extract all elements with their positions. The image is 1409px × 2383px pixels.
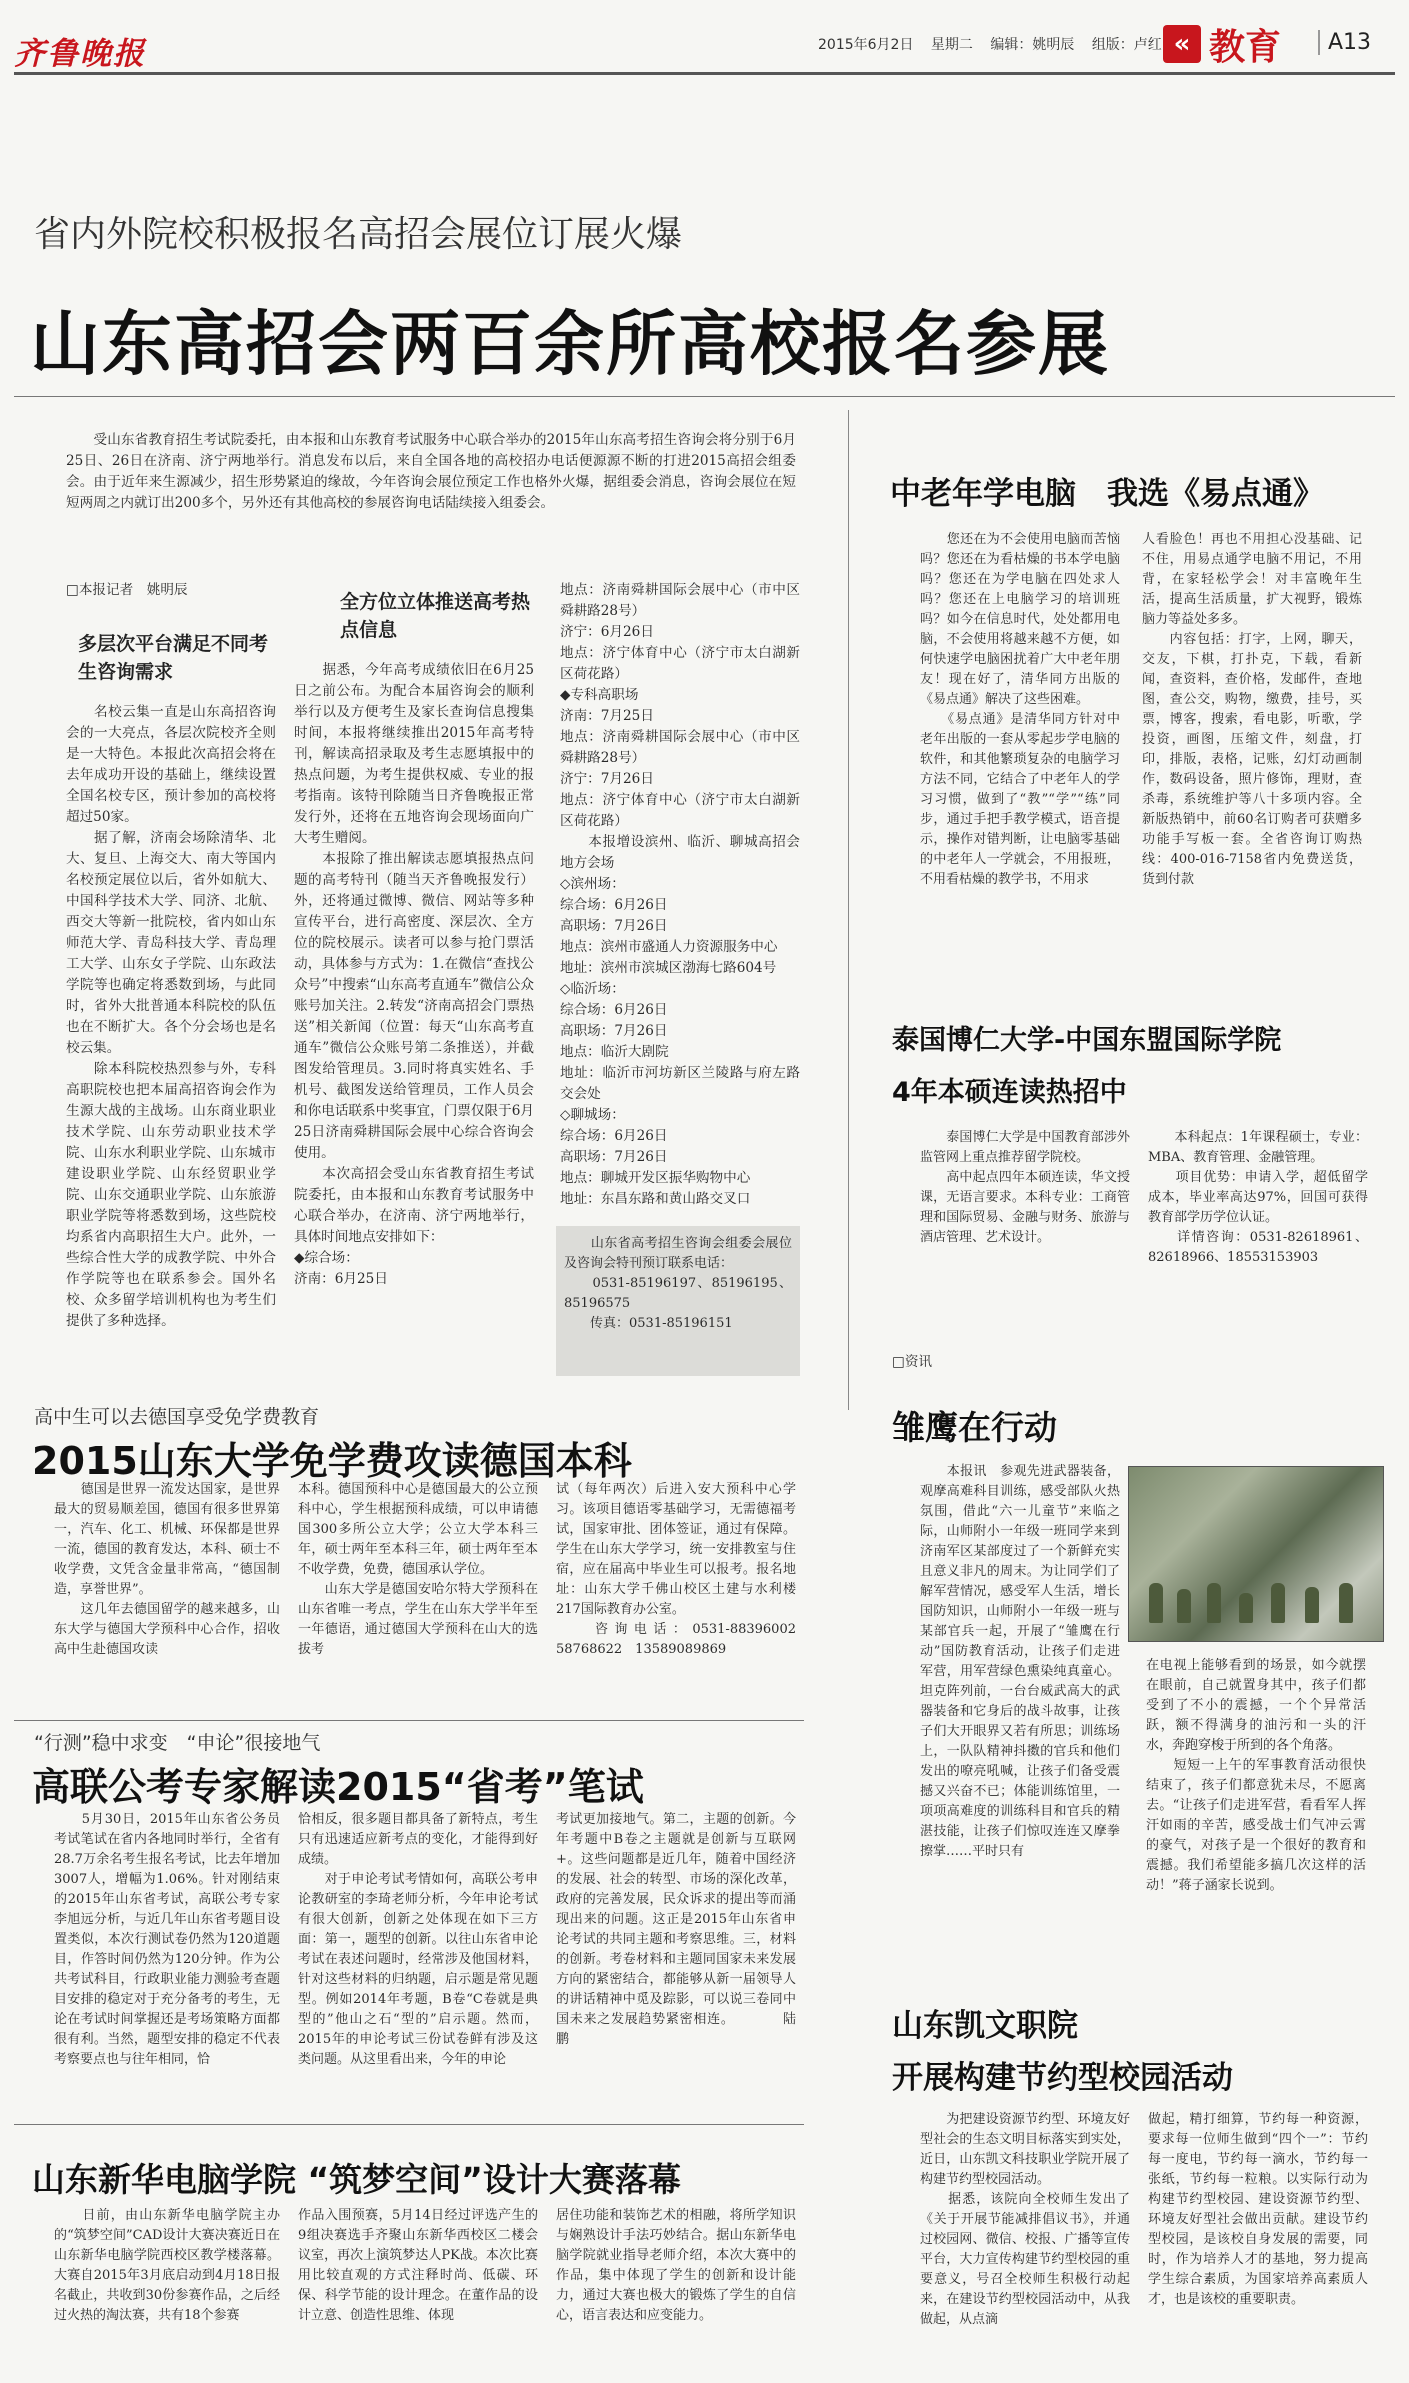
thai-column-1: 泰国博仁大学是中国教育部涉外监管网上重点推荐留学院校。 高中起点四年本硕连读，华文授课，无语言要求。本科专业：工商管理和国际贸易、金融与财务、旅游与酒店管理、艺术设计。 bbox=[920, 1130, 1130, 1245]
lead-kicker: 省内外院校积极报名高招会展位订展火爆 bbox=[34, 214, 683, 255]
masthead-logo: 齐鲁晚报 bbox=[14, 36, 146, 72]
section-rule bbox=[14, 1720, 804, 1721]
eagle-title: 雏鹰在行动 bbox=[892, 1408, 1057, 1447]
page-number: A13 bbox=[1318, 30, 1371, 55]
section-tab bbox=[1163, 18, 1333, 70]
column-divider bbox=[848, 410, 849, 1410]
lead-column-2: 据悉，今年高考成绩依旧在6月25日之前公布。为配合本届咨询会的顺利举行以及方便考生及家长查询信息搜集时间，本报将继续推出2015年高考特刊，解读高招录取及考生志愿填报中的热点问题，为考生提供权威、专业的报考指南。该特刊除随当日齐鲁晚报正常发行外，还将在五地咨询会现场面向广大考生赠阅。 本报除了推出解读志愿填报热点问题的高考特刊（随当天齐鲁晚报发行）外，还将通过微博、微信、网站等多种宣传平台，进行高密度、深层次、全方位的院校展示。读者可以参与抢门票活动，具体参与方式为：1.在微信“查找公众号”中搜索“山东高考直通车”微信公众账号加关注。2.转发“济南高招会门票热送”相关新闻（位置：每天“山东高考直通车”微信公众账号第二条推送），并截图发给管理员。3.同时将真实姓名、手机号、截图发送给管理员，工作人员会和你电话联系中奖事宜，门票仅限于6月25日济南舜耕国际会展中心综合咨询会使用。 本次高招会受山东省教育招生考试院委托，由本报和山东教育考试服务中心联合举办，在济南、济宁两地举行，具体时间地点安排如下： ◆综合场： 济南：6月25日 bbox=[294, 662, 534, 1287]
lead-title: 山东高招会两百余所高校报名参展 bbox=[30, 303, 1110, 385]
layout-credit: 组版：卢红 bbox=[1091, 37, 1162, 53]
section-name: 教育 bbox=[1209, 26, 1282, 68]
exam-title: 高联公考专家解读2015“省考”笔试 bbox=[32, 1765, 644, 1809]
lead-subhead-2: 全方位立体推送高考热点信息 bbox=[340, 591, 531, 641]
xinhua-column-3: 居住功能和装饰艺术的相融，将所学知识与娴熟设计手法巧妙结合。据山东新华电脑学院就业指导老师介绍，本次大赛中的作品，集中体现了学生的创新和设计能力，通过大赛也极大的锻炼了学生的自信心，语言表达和应变能力。 bbox=[556, 2208, 796, 2323]
news-tag: □资讯 bbox=[892, 1354, 933, 1370]
lead-subhead-1: 多层次平台满足不同考生咨询需求 bbox=[78, 633, 269, 683]
german-title: 2015山东大学免学费攻读德国本科 bbox=[32, 1439, 632, 1483]
issue-weekday: 星期二 bbox=[930, 37, 973, 53]
exam-kicker: “行测”稳中求变 “申论”很接地气 bbox=[34, 1732, 321, 1754]
computer-ad-column-2: 人看脸色！再也不用担心没基础、记不住，用易点通学电脑不用记，不用背，在家轻松学会！对丰富晚年生活，提高生活质量，扩大视野，锻炼脑力等益处多多。 内容包括：打字，上网，聊天，交友，下棋，打扑克，下载，看新闻，查资料，查价格，发邮件，查地图，查公交，购物，缴费，挂号，买票，博客，搜索，看电影，听歌，学投资，画图，压缩文件，刻盘，打印，排版，表格，记账，幻灯动画制作，数码设备，照片修饰，理财，查杀毒，系统维护等八十多项内容。全新版热销中，前60名订购者可获赠多功能手写板一套。全省咨询订购热线：400-016-7158省内免费送货，货到付款 bbox=[1142, 532, 1362, 887]
editor-credit: 编辑：姚明辰 bbox=[990, 37, 1075, 53]
lead-column-3: 地点：济南舜耕国际会展中心（市中区舜耕路28号） 济宁：6月26日 地点：济宁体育中心（济宁市太白湖新区荷花路） ◆专科高职场 济南：7月25日 地点：济南舜耕国际会展中心（市中区舜耕路28号） 济宁：7月26日 地点：济宁体育中心（济宁市太白湖新区荷花路） 本报增设滨州、临沂、聊城高招会地方会场 ◇滨州场： 综合场：6月26日 高职场：7月26日 地点：滨州市盛通人力资源服务中心 地址：滨州市滨城区渤海七路604号 ◇临沂场： 综合场：6月26日 高职场：7月26日 地点：临沂大剧院 地址：临沂市河坊新区兰陵路与府左路交会处 ◇聊城场： 综合场：6月26日 高职场：7月26日 地点：聊城开发区振华购物中心 地址：东昌东路和黄山路交叉口 bbox=[560, 582, 800, 1207]
kaiwen-title-2: 开展构建节约型校园活动 bbox=[892, 2060, 1233, 2096]
german-kicker: 高中生可以去德国享受免学费教育 bbox=[34, 1406, 320, 1428]
lead-byline: □本报记者 姚明辰 bbox=[66, 582, 188, 598]
german-column-3: 试（每年两次）后进入安大预科中心学习。该项目德语零基础学习，无需德福考试，国家审批、团体签证，通过有保障。学生在山东大学学习，统一安排教室与住宿，应在届高中毕业生可以报考。报名地址：山东大学千佛山校区土建与水利楼217国际教育办公室。 咨询电话：0531-88396002 58768622 13589089869 bbox=[556, 1482, 796, 1657]
computer-ad-column-1: 您还在为不会使用电脑而苦恼吗？您还在为看枯燥的书本学电脑吗？您还在为学电脑在四处求人吗？您还在上电脑学习的培训班吗？如今在信息时代，处处都用电脑，不会使用将越来越不方便，如何快速学电脑困扰着广大中老年朋友！现在好了，清华同方出版的《易点通》解决了这些困难。 《易点通》是清华同方针对中老年出版的一套从零起步学电脑的软件，和其他繁琐复杂的电脑学习方法不同，它结合了中老年人的学习习惯，做到了“教”“学”“练”同步，通过手把手教学模式，语音提示，操作对错判断，让电脑零基础的中老年人一学就会，不用报班，不用看枯燥的教学书，不用求 bbox=[920, 532, 1120, 887]
exam-column-1: 5月30日，2015年山东省公务员考试笔试在省内各地同时举行，全省有28.7万余名考生报名考试，比去年增加3007人，增幅为1.06%。针对刚结束的2015年山东省考试，高联公考专家李旭远分析，与近几年山东省考题目设置类似，本次行测试卷仍然为120道题目，作答时间仍然为120分钟。作为公共考试科目，行政职业能力测验考查题目安排的稳定对于充分备考的考生，无论在考试时间掌握还是考场策略方面都很有利。当然，题型安排的稳定不代表考察要点也与往年相同，恰 bbox=[54, 1812, 280, 2067]
header-meta bbox=[818, 34, 1175, 54]
lead-rule bbox=[14, 396, 1395, 397]
xinhua-title: 山东新华电脑学院 “筑梦空间”设计大赛落幕 bbox=[32, 2160, 681, 2199]
eagle-column-2: 在电视上能够看到的场景，如今就摆在眼前，自己就置身其中，孩子们都受到了不小的震撼，一个个异常活跃，额不得满身的油污和一头的汗水，奔跑穿梭于所到的各个角落。 短短一上午的军事教育活动很快结束了，孩子们都意犹未尽，不愿离去。“让孩子们走进军营，看看军人挥汗如雨的辛苦，感受战士们气冲云霄的豪气，对孩子是一个很好的教育和震撼。我们希望能多搞几次这样的活动！”蒋子涵家长说到。 bbox=[1146, 1658, 1366, 1893]
thai-title-2: 4年本硕连读热招中 bbox=[892, 1077, 1127, 1108]
thai-column-2: 本科起点：1年课程硕士，专业：MBA、教育管理、金融管理。 项目优势：申请入学，超低留学成本，毕业率高达97%，回国可获得教育部学历学位认证。 详情咨询：0531-82618961、82618966、18553153903 bbox=[1148, 1130, 1368, 1265]
eagle-column-1: 本报讯 参观先进武器装备，观摩高难科目训练，感受部队火热氛围，借此“六一儿童节”来临之际，山师附小一年级一班同学来到济南军区某部度过了一个新鲜充实且意义非凡的周末。为让同学们了解军营情况，感受军人生活，增长国防知识，山师附小一年级一班与某部官兵一起，开展了“雏鹰在行动”国防教育活动，让孩子们走进军营，用军营绿色熏染纯真童心。坦克阵列前，一台台威武高大的武器装备和它身后的战斗故事，让孩子们大开眼界又若有所思；训练场上，一队队精神抖擞的官兵和他们发出的嘹亮吼喊，让孩子们备受震撼又兴奋不已；体能训练馆里，一项项高难度的训练科目和官兵的精湛技能，让孩子们惊叹连连又摩拳擦掌……平时只有 bbox=[920, 1464, 1120, 1859]
kaiwen-column-2: 做起，精打细算，节约每一种资源，要求每一位师生做到“四个一”：节约每一度电，节约每一滴水，节约每一张纸，节约每一粒粮。以实际行动为构建节约型校园、建设资源节约型、环境友好型社会做出贡献。建设节约型校园，是该校自身发展的需要，同时，作为培养人才的基地，努力提高学生综合素质，为国家培养高素质人才，也是该校的重要职责。 bbox=[1148, 2112, 1368, 2307]
issue-date: 2015年6月2日 bbox=[818, 37, 914, 53]
exam-column-2: 恰相反，很多题目都具备了新特点，考生只有迅速适应新考点的变化，才能得到好成绩。 对于申论考试考情如何，高联公考申论教研室的李琦老师分析，今年申论考试有很大创新，创新之处体现在如下三方面：第一，题型的创新。以往山东省申论考试在表述问题时，经常涉及他国材料，针对这些材料的归纳题，启示题是常见题型。例如2014年考题，B卷“C卷就是典型的”他山之石“型的”启示题。然而，2015年的申论考试三份试卷鲜有涉及这类问题。从这里看出来，今年的申论 bbox=[298, 1812, 538, 2067]
contact-box bbox=[556, 1226, 800, 1376]
contact-text: 山东省高考招生咨询会组委会展位及咨询会特刊预订联系电话： 0531-85196197、85196195、85196575 传真：0531-85196151 bbox=[564, 1236, 792, 1331]
header-rule bbox=[14, 72, 1395, 75]
lead-intro: 受山东省教育招生考试院委托，由本报和山东教育考试服务中心联合举办的2015年山东高考招生咨询会将分别于6月25日、26日在济南、济宁两地举行。消息发布以后，来自全国各地的高校招办电话便源源不断的打进2015高招会组委会。由于近年来生源减少，招生形势紧迫的缘故，今年咨询会展位预定工作也格外火爆，据组委会消息，咨询会展位在短短两周之内就订出200多个，另外还有其他高校的参展咨询电话陆续接入组委会。 bbox=[66, 432, 796, 511]
exam-column-3: 考试更加接地气。第二，主题的创新。今年考题中B卷之主题就是创新与互联网+。这些问题都是近几年，随着中国经济的发展、社会的转型、市场的深化改革，政府的完善发展，民众诉求的提出等而涌现出来的问题。这正是2015年山东省申论考试的共同主题和考察思维。三，材料的创新。考卷材料和主题同国家未来发展方向的紧密结合，都能够从新一届领导人的讲话精神中觅及踪影，可以说三卷同中国未来之发展趋势紧密相连。 陆鹏 bbox=[556, 1812, 796, 2047]
kaiwen-column-1: 为把建设资源节约型、环境友好型社会的生态文明目标落实到实处，近日，山东凯文科技职业学院开展了构建节约型校园活动。 据悉，该院向全校师生发出了《关于开展节能减排倡议书》，并通过校园网、微信、校报、广播等宣传平台，大力宣传构建节约型校园的重要意义，号召全校师生积极行动起来，在建设节约型校园活动中，从我做起，从点滴 bbox=[920, 2112, 1130, 2327]
german-column-1: 德国是世界一流发达国家，是世界最大的贸易顺差国，德国有很多世界第一，汽车、化工、机械、环保都是世界一流，德国的教育发达，本科、硕士不收学费，文凭含金量非常高，“德国制造，享誉世界”。 这几年去德国留学的越来越多，山东大学与德国大学预科中心合作，招收高中生赴德国攻读 bbox=[54, 1482, 280, 1657]
lead-column-1: 名校云集一直是山东高招咨询会的一大亮点，各层次院校齐全则是一大特色。本报此次高招会将在去年成功开设的基础上，继续设置全国名校专区，预计参加的高校将超过50家。 据了解，济南会场除清华、北大、复旦、上海交大、南大等国内名校预定展位以后，省外如航大、中国科学技术大学、同济、北航、西交大等新一批院校，省内如山东师范大学、青岛科技大学、青岛理工大学、山东女子学院、山东政法学院等也确定将悉数到场，与此同时，省外大批普通本科院校的队伍也在不断扩大。各个分会场也是名校云集。 除本科院校热烈参与外，专科高职院校也把本届高招咨询会作为生源大战的主战场。山东商业职业技术学院、山东劳动职业技术学院、山东水利职业学院、山东城市建设职业学院、山东经贸职业学院、山东交通职业学院、山东旅游职业学院等将悉数到场，这些院校均系省内高职招生大户。此外，一些综合性大学的成教学院、中外合作学院等也在联系参会。国外名校、众多留学培训机构也为考生们提供了多种选择。 bbox=[66, 704, 276, 1329]
kaiwen-title-1: 山东凯文职院 bbox=[892, 2008, 1078, 2044]
section-chevron-icon: « bbox=[1163, 25, 1201, 63]
thai-title-1: 泰国博仁大学-中国东盟国际学院 bbox=[892, 1025, 1282, 1056]
soldiers-children-photo bbox=[1128, 1466, 1384, 1642]
computer-ad-title: 中老年学电脑 我选《易点通》 bbox=[890, 476, 1324, 512]
xinhua-column-1: 日前，由山东新华电脑学院主办的“筑梦空间”CAD设计大赛决赛近日在山东新华电脑学院西校区教学楼落幕。大赛自2015年3月底启动到4月18日报名截止，共收到30份参赛作品，之后经过火热的淘汰赛，共有18个参赛 bbox=[54, 2208, 280, 2323]
german-column-2: 本科。德国预科中心是德国最大的公立预科中心，学生根据预科成绩，可以申请德国300多所公立大学；公立大学本科三年，硕士两年至本科三年，硕士两年至本不收学费，免费，德国承认学位。 山东大学是德国安哈尔特大学预科在山东省唯一考点，学生在山东大学半年至一年德语，通过德国大学预科在山大的选拔考 bbox=[298, 1482, 538, 1657]
section-rule bbox=[14, 2124, 804, 2125]
xinhua-column-2: 作品入围预赛，5月14日经过评选产生的9组决赛选手齐聚山东新华西校区二楼会议室，再次上演筑梦达人PK战。本次比赛用比较直观的方式注释时尚、低碳、环保、科学节能的设计理念。在董作品的设计立意、创造性思维、体现 bbox=[298, 2208, 538, 2323]
